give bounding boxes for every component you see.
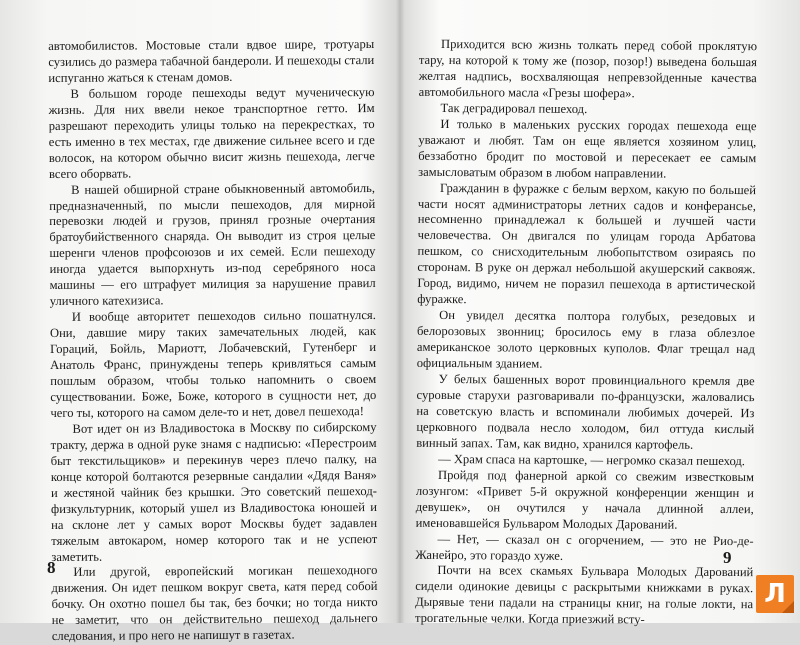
paragraph: И вообще авторитет пешеходов сильно пошатнулся. Они, давшие миру таких замечательных людей, как Гораций, Бойль, Мариотт, Лобачевский, Гутенберг и Анатоль Франс, принуждены теперь кривляться самым пошлым образом, чтобы только напомнить о своем существовании. Боже, Боже, которого в сущности нет, до чего ты, которого на самом деле-то и нет, довел пешехода! <box>49 308 377 420</box>
left-page-text <box>48 37 378 645</box>
paragraph: Гражданин в фуражке с белым верхом, какую по большей части носят администраторы летних садов и конферансье, несомненно принадлежал к большей и лучшей части человечества. Он двигался по улицам города Арбатова пешком, со снисходительным любопытством озираясь по сторонам. В руке он держал небольшой акушерский саквояж. Город, видимо, ничем не поразил пешехода в артистической фуражке. <box>417 180 757 307</box>
paragraph: Или другой, европейский могикан пешеходного движения. Он идет пешком вокруг света, катя перед собой бочку. Он охотно пошел бы так, без бочки; но тогда никто не заметит, что он действительно пешеход дальнего следования, и про него не напишут в газетах. <box>51 563 378 644</box>
paragraph: У белых башенных ворот провинциального кремля две суровые старухи разговаривали по-французски, жаловались на советскую власть и вспоминали любимых дочерей. Из церковного подвала несло холодом, бил оттуда кислый винный запах. Там, как видно, хранился картофель. <box>416 371 755 452</box>
paragraph: автомобилистов. Мостовые стали вдвое шире, тротуары сузились до размера табачной бандероли. И пешеходы стали испуганно жаться к стенам домов. <box>48 37 375 85</box>
right-page <box>400 0 800 627</box>
paragraph: Приходится всю жизнь толкать перед собой проклятую тару, на которой к тому же (позор, позор!) выведена большая желтая надпись, восхваляющая непревзойденные качества автомобильного масла «Грезы шофера». <box>418 36 758 101</box>
right-page-text <box>415 37 757 630</box>
publisher-logo-icon: Л <box>756 575 794 613</box>
paragraph: В нашей обширной стране обыкновенный автомобиль, предназначенный, по мысли пешеходов, для мирной перевозки людей и грузов, принял грозные очертания братоубийственного снаряда. Он выводит из строя целые шеренги членов профсоюзов и их семей. Если пешеходу иногда удается выпорхнуть из-под серебряного носа машины — его штрафует милиция за нарушение правил уличного катехизиса. <box>49 180 376 309</box>
paragraph: И только в маленьких русских городах пешехода еще уважают и любят. Там он еще является хозяином улиц, беззаботно бродит по мостовой и пересекает ее самым замысловатым образом в любом направлении. <box>418 116 757 181</box>
paragraph: Почти на всех скамьях Бульвара Молодых Дарований сидели одинокие девицы с раскрытыми книжками в руках. Дырявые тени падали на страницы книг, на голые локти, на трогательные челки. Когда приезжий всту- <box>414 563 754 627</box>
paragraph: — Храм спаса на картошке, — негромко сказал пешеход. <box>438 451 746 468</box>
paragraph: В большом городе пешеходы ведут мученическую жизнь. Для них ввели некое транспортное гетто. Им разрешают переходить улицы только на перекрестках, то есть именно в тех местах, где движение сильнее всего и где волосок, на котором обычно висит жизнь пешехода, легче всего оборвать. <box>48 84 375 181</box>
paragraph: Так деградировал пешеход. <box>440 100 588 116</box>
paragraph: Вот идет он из Владивостока в Москву по сибирскому тракту, держа в одной руке знамя с надписью: «Перестроим быт текстильщиков» и перекинув через плечо палку, на конце которой болтаются резервные сандалии «Дядя Ваня» и жестяной чайник без крышки. Это советский пешеход-физкультурник, который ушел из Владивостока юношей и на склоне лет у самых ворот Москвы будет задавлен тяжелым автокаром, номер которого так и не успеют заметить. <box>50 419 378 564</box>
page-number: 9 <box>723 548 732 567</box>
paragraph: Он увидел десятка полтора голубых, резедовых и белорозовых звонниц; бросилось ему в глаза облезлое американское золото церковных куполов. Флаг трещал над официальным зданием. <box>416 308 756 371</box>
left-page <box>0 0 400 644</box>
page-number: 8 <box>47 558 56 577</box>
paragraph: — Нет, — сказал он с огорчением, — это не Рио-де-Жанейро, это гораздо хуже. <box>415 531 754 563</box>
paragraph: Пройдя под фанерной аркой со свежим известковым лозунгом: «Привет 5-й окружной конференции женщин и девушек», он очутился у начала длинной аллеи, именовавшейся Бульваром Молодых Дарований. <box>415 467 755 532</box>
